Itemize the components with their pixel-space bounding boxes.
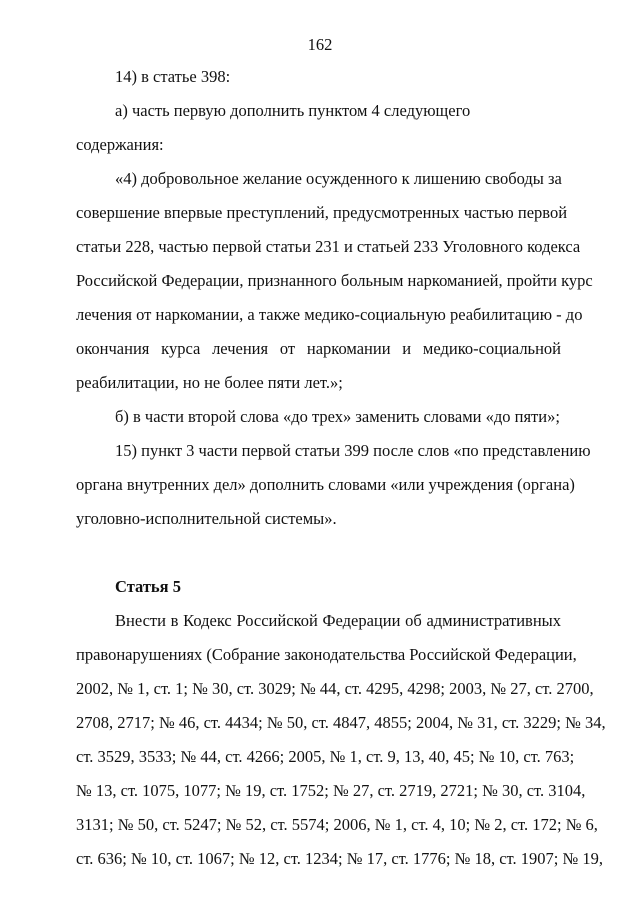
item-14-a: а) часть первую дополнить пунктом 4 следующего содержания: — [76, 101, 471, 154]
item-14-intro: 14) в статье 398: — [115, 67, 231, 86]
quote-line: лечения от наркомании, а также медико-социальную реабилитацию - до — [76, 305, 583, 324]
item-15-line: уголовно-исполнительной системы». — [76, 509, 337, 528]
item-15-line: органа внутренних дел» дополнить словами «или учреждения (органа) — [76, 475, 575, 494]
article-5-line: ст. 3529, 3533; № 44, ст. 4266; 2005, № 1, ст. 9, 13, 40, 45; № 10, ст. 763; — [76, 747, 575, 766]
article-5-line: 2002, № 1, ст. 1; № 30, ст. 3029; № 44, ст. 4295, 4298; 2003, № 27, ст. 2700, — [76, 679, 594, 698]
article-5-line: 3131; № 50, ст. 5247; № 52, ст. 5574; 2006, № 1, ст. 4, 10; № 2, ст. 172; № 6, — [76, 815, 598, 834]
quote-line: реабилитации, но не более пяти лет.»; — [76, 373, 343, 392]
section-gap — [76, 536, 561, 570]
quote-line: «4) добровольное желание осужденного к лишению свободы за — [115, 169, 562, 188]
item-15-line: 15) пункт 3 части первой статьи 399 после слов «по представлению — [115, 441, 591, 460]
article-5-text — [76, 604, 606, 876]
page-number: 162 — [307, 35, 333, 54]
quote-line: Российской Федерации, признанного больным наркоманией, пройти курс — [76, 271, 593, 290]
article-5-line: ст. 636; № 10, ст. 1067; № 12, ст. 1234; № 17, ст. 1776; № 18, ст. 1907; № 19, — [76, 849, 603, 868]
article-5-line: правонарушениях (Собрание законодательства Российской Федерации, — [76, 645, 577, 664]
document-body — [76, 60, 606, 876]
article-5-heading: Статья 5 — [115, 577, 181, 596]
article-5-line: Внести в Кодекс Российской Федерации об административных — [115, 611, 561, 630]
item-14-a-quote — [76, 162, 593, 400]
item-15 — [76, 434, 591, 536]
quote-line: статьи 228, частью первой статьи 231 и статьей 233 Уголовного кодекса — [76, 237, 581, 256]
quote-line: окончания курса лечения от наркомании и медико-социальной — [76, 339, 561, 358]
quote-line: совершение впервые преступлений, предусмотренных частью первой — [76, 203, 568, 222]
item-14-b: б) в части второй слова «до трех» заменить словами «до пяти»; — [115, 407, 560, 426]
article-5-line: 2708, 2717; № 46, ст. 4434; № 50, ст. 4847, 4855; 2004, № 31, ст. 3229; № 34, — [76, 713, 606, 732]
article-5-line: № 13, ст. 1075, 1077; № 19, ст. 1752; № 27, ст. 2719, 2721; № 30, ст. 3104, — [76, 781, 586, 800]
